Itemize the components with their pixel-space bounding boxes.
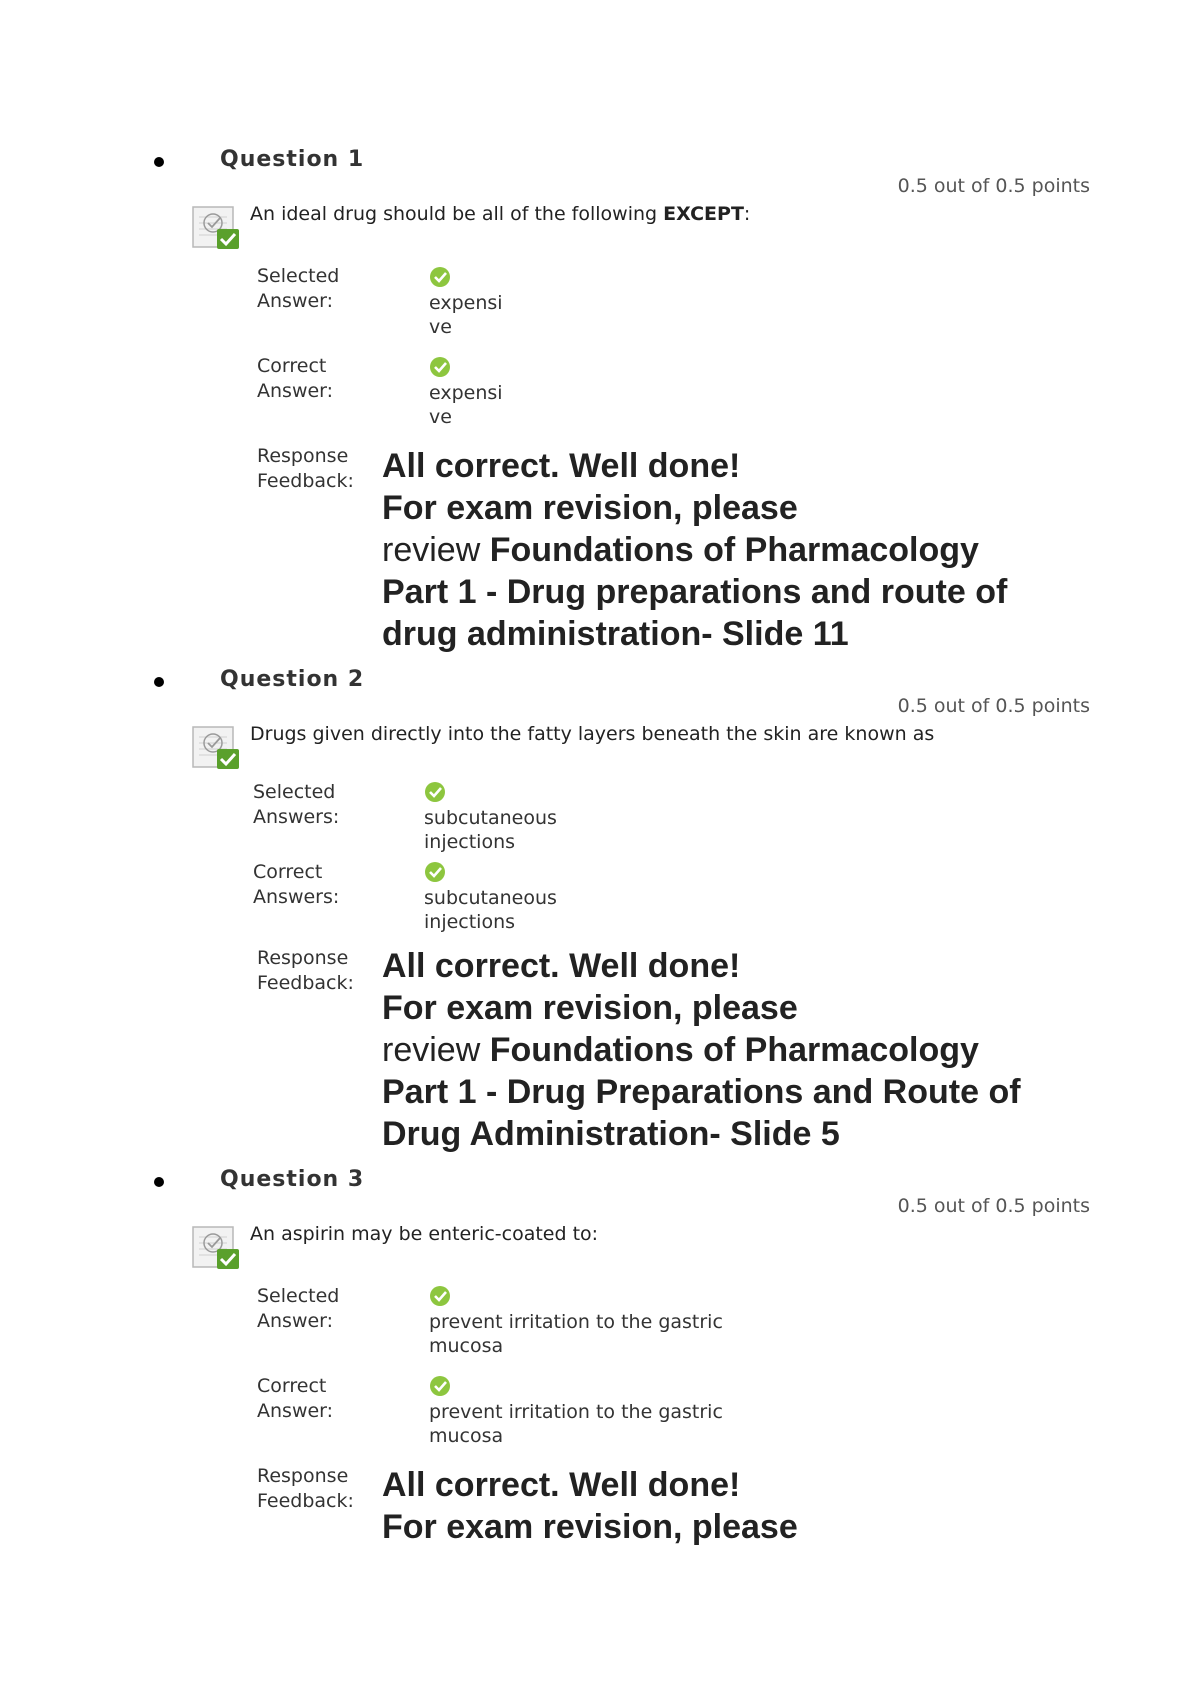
points-score: 0.5 out of 0.5 points [897, 1195, 1090, 1217]
response-feedback-label: Response Feedback: [257, 445, 354, 492]
correct-answer-label: Correct Answers: [253, 861, 340, 908]
correct-answer-value: subcutaneous injections [424, 887, 557, 933]
response-feedback-label: Response Feedback: [257, 947, 354, 994]
correct-answer-value: expensi ve [429, 382, 503, 428]
question-text: An ideal drug should be all of the following EXCEPT: [250, 203, 751, 225]
selected-answer-label: Selected Answer: [257, 1285, 340, 1332]
response-feedback-label: Response Feedback: [257, 1465, 354, 1512]
selected-answer-label: Selected Answer: [257, 265, 340, 312]
check-circle-icon [429, 356, 451, 378]
emphasis-text: EXCEPT [663, 203, 744, 225]
points-score: 0.5 out of 0.5 points [897, 695, 1090, 717]
bullet [154, 677, 164, 687]
question-title: Question 2 [220, 667, 365, 692]
check-circle-icon [429, 1375, 451, 1397]
selected-answer-label: Selected Answers: [253, 781, 340, 828]
graded-correct-icon [191, 201, 241, 251]
correct-answer-label: Correct Answer: [257, 355, 334, 402]
selected-answer-value: subcutaneous injections [424, 807, 557, 853]
check-circle-icon [424, 781, 446, 803]
response-feedback-text: All correct. Well done! For exam revision, please review Foundations of Pharmacology Part 1 - Drug Preparations and Route of Drug Administration- Slide 5 [382, 947, 1021, 1153]
question-title: Question 3 [220, 1167, 365, 1192]
selected-answer-value: expensi ve [429, 292, 503, 338]
bullet [154, 157, 164, 167]
question-title: Question 1 [220, 147, 365, 172]
graded-correct-icon [191, 721, 241, 771]
selected-answer-value: prevent irritation to the gastric mucosa [429, 1311, 723, 1357]
check-circle-icon [424, 861, 446, 883]
question-text: An aspirin may be enteric-coated to: [250, 1223, 599, 1245]
response-feedback-text: All correct. Well done! For exam revision, please [382, 1466, 798, 1546]
correct-answer-label: Correct Answer: [257, 1375, 334, 1422]
question-text: Drugs given directly into the fatty layers beneath the skin are known as [250, 723, 935, 745]
correct-answer-value: prevent irritation to the gastric mucosa [429, 1401, 723, 1447]
bullet [154, 1177, 164, 1187]
points-score: 0.5 out of 0.5 points [897, 175, 1090, 197]
check-circle-icon [429, 1285, 451, 1307]
check-circle-icon [429, 266, 451, 288]
response-feedback-text: All correct. Well done! For exam revision, please review Foundations of Pharmacology Part 1 - Drug preparations and route of drug administration- Slide 11 [382, 447, 1008, 653]
graded-correct-icon [191, 1221, 241, 1271]
